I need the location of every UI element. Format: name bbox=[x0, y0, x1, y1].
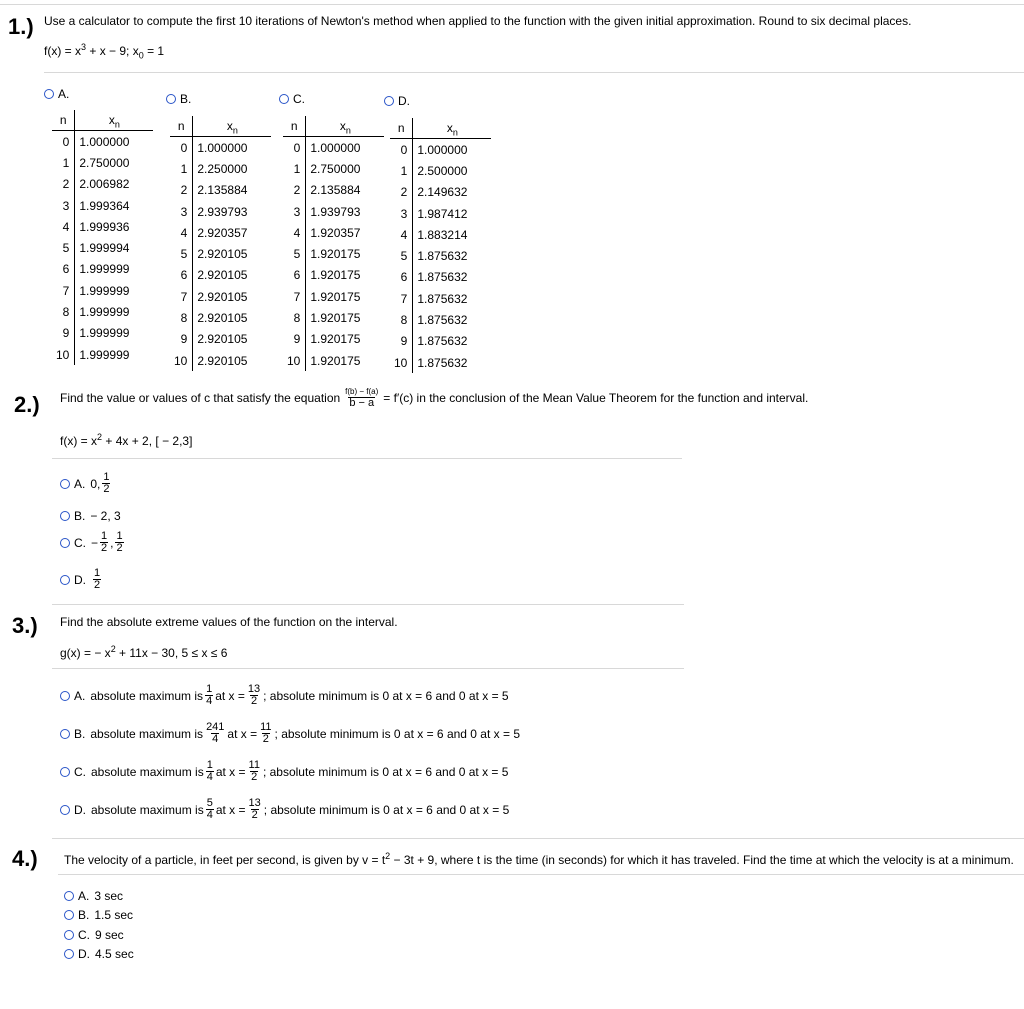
option-label: B. bbox=[180, 92, 192, 106]
column-header-x: $x_n$ bbox=[306, 116, 385, 137]
question-2-divider bbox=[52, 458, 682, 459]
option-label: C. bbox=[78, 928, 90, 942]
table-row bbox=[52, 216, 153, 237]
question-2-option-b[interactable] bbox=[60, 509, 121, 523]
fraction: $\frac{13}{2}$ bbox=[247, 683, 261, 707]
table-row bbox=[390, 267, 491, 288]
cell-x: 2.135884 bbox=[197, 183, 248, 198]
cell-n: 6 bbox=[52, 259, 75, 280]
table-row bbox=[170, 137, 271, 159]
cell-x: 1.000000 bbox=[79, 134, 130, 149]
cell-x: 1.000000 bbox=[197, 140, 248, 155]
cell-x: 1.939793 bbox=[310, 204, 361, 219]
cell-n: 1 bbox=[390, 160, 413, 181]
table-row bbox=[52, 301, 153, 322]
fraction: $\frac{1}{4}$ bbox=[206, 683, 213, 707]
cell-n: 0 bbox=[52, 131, 75, 153]
table-row bbox=[283, 265, 384, 286]
cell-x: 1.000000 bbox=[310, 140, 361, 155]
iteration-table-d bbox=[390, 118, 491, 373]
cell-x: 2.250000 bbox=[197, 161, 248, 176]
section-divider-2 bbox=[52, 604, 684, 605]
option-text: ; absolute minimum is 0 at x = 6 and 0 at x = 5 bbox=[262, 764, 509, 779]
cell-n: 4 bbox=[170, 222, 193, 243]
radio-icon[interactable] bbox=[64, 949, 74, 959]
cell-n: 5 bbox=[390, 245, 413, 266]
option-text: 0, bbox=[90, 476, 101, 491]
iteration-table-b bbox=[170, 116, 271, 371]
fraction: $\frac{13}{2}$ bbox=[248, 797, 261, 821]
radio-icon[interactable] bbox=[60, 479, 70, 489]
radio-icon[interactable] bbox=[60, 691, 70, 701]
cell-x: 1.920175 bbox=[310, 289, 361, 304]
cell-n: 4 bbox=[390, 224, 413, 245]
cell-n: 0 bbox=[170, 137, 193, 159]
cell-x: 1.999999 bbox=[79, 283, 130, 298]
option-label: B. bbox=[74, 726, 86, 741]
cell-n: 9 bbox=[390, 331, 413, 352]
radio-icon[interactable] bbox=[60, 511, 70, 521]
cell-x: 2.135884 bbox=[310, 183, 361, 198]
table-row bbox=[283, 137, 384, 159]
table-row bbox=[170, 286, 271, 307]
option-text: 9 sec bbox=[95, 928, 124, 942]
cell-x: 2.006982 bbox=[79, 177, 130, 192]
table-row bbox=[52, 131, 153, 153]
radio-icon[interactable] bbox=[60, 729, 70, 739]
cell-n: 8 bbox=[283, 307, 306, 328]
cell-n: 10 bbox=[170, 350, 193, 371]
cell-n: 2 bbox=[170, 180, 193, 201]
cell-n: 5 bbox=[283, 243, 306, 264]
cell-n: 3 bbox=[390, 203, 413, 224]
table-row bbox=[283, 350, 384, 371]
cell-n: 2 bbox=[52, 174, 75, 195]
column-header-x: $x_n$ bbox=[193, 116, 272, 137]
cell-n: 9 bbox=[283, 329, 306, 350]
table-row bbox=[390, 352, 491, 373]
cell-x: 1.920175 bbox=[310, 247, 361, 262]
radio-icon[interactable] bbox=[64, 910, 74, 920]
cell-n: 1 bbox=[283, 158, 306, 179]
column-header-x: $x_n$ bbox=[75, 110, 154, 131]
cell-n: 10 bbox=[52, 344, 75, 365]
option-text: absolute maximum is bbox=[90, 726, 204, 741]
fraction: $\frac{11}{2}$ bbox=[248, 759, 260, 783]
fraction: $\frac{1}{2}$ bbox=[94, 567, 101, 591]
table-row bbox=[52, 323, 153, 344]
iteration-table-c bbox=[283, 116, 384, 371]
cell-n: 0 bbox=[390, 139, 413, 161]
cell-n: 7 bbox=[170, 286, 193, 307]
cell-x: 2.920105 bbox=[197, 332, 248, 347]
option-text: ; absolute minimum is 0 at x = 6 and 0 at x = 5 bbox=[274, 726, 520, 741]
question-2-option-c[interactable] bbox=[60, 531, 126, 554]
cell-x: 1.875632 bbox=[417, 249, 468, 264]
cell-x: 1.999999 bbox=[79, 305, 130, 320]
option-label: B. bbox=[74, 509, 86, 523]
cell-x: 2.920105 bbox=[197, 353, 248, 368]
option-text: absolute maximum is bbox=[90, 688, 204, 703]
option-label: A. bbox=[74, 688, 86, 703]
cell-n: 3 bbox=[283, 201, 306, 222]
option-text: 1.5 sec bbox=[94, 908, 134, 922]
radio-icon[interactable] bbox=[64, 891, 74, 901]
radio-icon[interactable] bbox=[60, 767, 70, 777]
top-divider bbox=[0, 4, 1024, 5]
cell-n: 4 bbox=[283, 222, 306, 243]
option-label: D. bbox=[78, 947, 90, 961]
question-4-divider bbox=[58, 874, 1024, 875]
cell-n: 7 bbox=[283, 286, 306, 307]
table-row bbox=[52, 344, 153, 365]
cell-x: 1.920175 bbox=[310, 353, 361, 368]
table-row bbox=[283, 307, 384, 328]
cell-x: 1.875632 bbox=[417, 355, 468, 370]
table-row bbox=[390, 331, 491, 352]
question-1-function: $f(x) = x^3 + x - 9$; $x_0 = 1$ bbox=[44, 42, 165, 61]
cell-x: 2.920105 bbox=[197, 289, 248, 304]
question-3-function: g(x) = − $x^2 + 11x - 30$, 5 ≤ x ≤ 6 bbox=[60, 644, 228, 660]
option-text: ; absolute minimum is 0 at x = 6 and 0 at x = 5 bbox=[263, 802, 510, 817]
cell-x: 2.149632 bbox=[417, 185, 468, 200]
question-3-divider bbox=[52, 668, 684, 669]
question-4-option-d[interactable] bbox=[64, 947, 134, 961]
cell-n: 9 bbox=[52, 323, 75, 344]
column-header-n: n bbox=[283, 116, 306, 137]
cell-n: 3 bbox=[170, 201, 193, 222]
option-label: A. bbox=[74, 476, 86, 491]
table-row bbox=[283, 180, 384, 201]
cell-x: 2.920105 bbox=[197, 311, 248, 326]
table-row bbox=[52, 195, 153, 216]
question-3-number: 3.) bbox=[12, 613, 38, 638]
cell-x: 1.920175 bbox=[310, 332, 361, 347]
cell-n: 2 bbox=[283, 180, 306, 201]
question-4-number: 4.) bbox=[12, 846, 38, 871]
question-1-number: 1.) bbox=[8, 14, 34, 39]
option-text: at x = bbox=[215, 802, 246, 817]
column-header-n: n bbox=[52, 110, 75, 131]
cell-x: 2.939793 bbox=[197, 204, 248, 219]
radio-icon[interactable] bbox=[60, 575, 70, 585]
option-label: A. bbox=[78, 889, 90, 903]
fraction: $\frac{1}{2}$ bbox=[101, 530, 108, 554]
question-3-prompt: Find the absolute extreme values of the function on the interval. bbox=[60, 615, 398, 629]
fraction: $\frac{11}{2}$ bbox=[260, 721, 272, 745]
option-text: 4.5 sec bbox=[95, 947, 134, 961]
table-row bbox=[283, 286, 384, 307]
table-row bbox=[170, 243, 271, 264]
section-divider-3 bbox=[52, 838, 1024, 839]
table-row bbox=[170, 350, 271, 371]
table-row bbox=[170, 329, 271, 350]
table-row bbox=[170, 158, 271, 179]
option-text: , bbox=[110, 535, 114, 550]
fraction: $\frac{1}{2}$ bbox=[116, 530, 123, 554]
cell-x: 1.875632 bbox=[417, 270, 468, 285]
cell-x: 1.875632 bbox=[417, 334, 468, 349]
cell-x: 1.999999 bbox=[79, 262, 130, 277]
option-text: absolute maximum is bbox=[91, 764, 204, 779]
option-label: C. bbox=[74, 764, 86, 779]
question-1-option-d[interactable] bbox=[384, 94, 410, 108]
table-row bbox=[52, 237, 153, 258]
option-label: B. bbox=[78, 908, 90, 922]
question-4-option-b[interactable] bbox=[64, 908, 133, 922]
cell-x: 1.999364 bbox=[79, 198, 130, 213]
table-row bbox=[283, 158, 384, 179]
cell-x: 2.920105 bbox=[197, 268, 248, 283]
table-row bbox=[170, 222, 271, 243]
radio-icon[interactable] bbox=[384, 96, 394, 106]
cell-x: 1.999994 bbox=[79, 241, 130, 256]
cell-x: 1.875632 bbox=[417, 291, 468, 306]
fraction: $\frac{5}{4}$ bbox=[206, 797, 213, 821]
cell-x: 1.920357 bbox=[310, 225, 361, 240]
cell-n: 6 bbox=[170, 265, 193, 286]
question-4-option-a[interactable] bbox=[64, 889, 123, 903]
option-text: at x = bbox=[215, 688, 245, 703]
cell-x: 2.750000 bbox=[310, 161, 361, 176]
table-row bbox=[390, 160, 491, 181]
question-2-prompt: Find the value or values of c that satisfy the equation $\frac{f(b) - f(a)}{b - a}$ = f′(c) in the conclusion of the Mean Value Theorem for the function and interval. bbox=[60, 387, 809, 409]
radio-icon[interactable] bbox=[60, 538, 70, 548]
option-text: − 2, 3 bbox=[90, 509, 121, 523]
cell-n: 3 bbox=[52, 195, 75, 216]
question-2-number: 2.) bbox=[14, 392, 40, 417]
question-1-divider bbox=[44, 72, 1024, 73]
question-2-option-d[interactable] bbox=[60, 568, 103, 591]
question-2-option-a[interactable] bbox=[60, 472, 112, 495]
cell-x: 1.999999 bbox=[79, 347, 130, 362]
cell-x: 1.920175 bbox=[310, 268, 361, 283]
option-label: D. bbox=[74, 572, 86, 587]
table-row bbox=[52, 280, 153, 301]
table-row bbox=[390, 203, 491, 224]
radio-icon[interactable] bbox=[279, 94, 289, 104]
radio-icon[interactable] bbox=[64, 930, 74, 940]
table-row bbox=[390, 139, 491, 161]
cell-n: 5 bbox=[170, 243, 193, 264]
radio-icon[interactable] bbox=[166, 94, 176, 104]
radio-icon[interactable] bbox=[44, 89, 54, 99]
table-row bbox=[283, 222, 384, 243]
cell-x: 2.920105 bbox=[197, 247, 248, 262]
column-header-n: n bbox=[390, 118, 413, 139]
question-1-prompt: Use a calculator to compute the first 10 iterations of Newton's method when applied to the function with the given initial approximation. Round to six decimal places. bbox=[44, 14, 912, 28]
column-header-n: n bbox=[170, 116, 193, 137]
option-text: ; absolute minimum is 0 at x = 6 and 0 at x = 5 bbox=[263, 688, 509, 703]
option-text: − bbox=[91, 535, 99, 550]
option-label: A. bbox=[58, 87, 70, 101]
table-row bbox=[52, 174, 153, 195]
cell-x: 1.987412 bbox=[417, 206, 468, 221]
fraction: $\frac{1}{4}$ bbox=[206, 759, 213, 783]
cell-n: 1 bbox=[52, 152, 75, 173]
column-header-x: $x_n$ bbox=[413, 118, 492, 139]
cell-x: 2.920357 bbox=[197, 225, 248, 240]
table-row bbox=[390, 288, 491, 309]
cell-n: 9 bbox=[170, 329, 193, 350]
table-row bbox=[170, 201, 271, 222]
cell-n: 1 bbox=[170, 158, 193, 179]
question-1-option-a[interactable] bbox=[44, 87, 69, 101]
cell-x: 2.500000 bbox=[417, 163, 468, 178]
table-row bbox=[390, 309, 491, 330]
option-label: D. bbox=[74, 802, 86, 817]
question-4-prompt: The velocity of a particle, in feet per second, is given by $v = t^2 - 3t + 9$, where t is the time (in seconds) for which it has traveled. Find the time at which the velocity is at a minimum. bbox=[64, 851, 1014, 867]
option-label: C. bbox=[74, 535, 86, 550]
cell-n: 5 bbox=[52, 237, 75, 258]
table-row bbox=[170, 307, 271, 328]
question-3-option-c[interactable] bbox=[60, 760, 508, 783]
cell-n: 2 bbox=[390, 182, 413, 203]
cell-n: 7 bbox=[52, 280, 75, 301]
question-2-function: $f(x) = x^2 + 4x + 2$, [ − 2,3] bbox=[60, 432, 193, 448]
iteration-table-a bbox=[52, 110, 153, 365]
fraction: $\frac{241}{4}$ bbox=[206, 721, 225, 745]
cell-x: 1.999999 bbox=[79, 326, 130, 341]
question-1-option-c[interactable] bbox=[279, 92, 305, 106]
option-text: 3 sec bbox=[94, 889, 124, 903]
cell-x: 1.883214 bbox=[417, 227, 468, 242]
option-label: C. bbox=[293, 92, 305, 106]
table-row bbox=[283, 243, 384, 264]
cell-n: 10 bbox=[283, 350, 306, 371]
table-row bbox=[52, 152, 153, 173]
cell-n: 8 bbox=[390, 309, 413, 330]
table-row bbox=[390, 224, 491, 245]
table-row bbox=[283, 201, 384, 222]
question-3-option-d[interactable] bbox=[60, 798, 509, 821]
cell-n: 6 bbox=[390, 267, 413, 288]
table-row bbox=[390, 245, 491, 266]
table-row bbox=[283, 329, 384, 350]
cell-n: 8 bbox=[52, 301, 75, 322]
option-text: at x = bbox=[227, 726, 258, 741]
radio-icon[interactable] bbox=[60, 805, 70, 815]
option-text: at x = bbox=[215, 764, 246, 779]
table-row bbox=[52, 259, 153, 280]
question-4-option-c[interactable] bbox=[64, 928, 124, 942]
question-3-option-a[interactable] bbox=[60, 684, 509, 707]
cell-n: 0 bbox=[283, 137, 306, 159]
cell-n: 6 bbox=[283, 265, 306, 286]
cell-x: 1.999936 bbox=[79, 219, 130, 234]
option-text: absolute maximum is bbox=[91, 802, 204, 817]
question-3-option-b[interactable] bbox=[60, 722, 520, 745]
cell-x: 2.750000 bbox=[79, 155, 130, 170]
option-label: D. bbox=[398, 94, 410, 108]
cell-x: 1.875632 bbox=[417, 313, 468, 328]
cell-n: 7 bbox=[390, 288, 413, 309]
cell-x: 1.000000 bbox=[417, 142, 468, 157]
cell-n: 8 bbox=[170, 307, 193, 328]
cell-x: 1.920175 bbox=[310, 311, 361, 326]
question-1-option-b[interactable] bbox=[166, 92, 191, 106]
table-row bbox=[170, 180, 271, 201]
table-row bbox=[170, 265, 271, 286]
fraction: $\frac{1}{2}$ bbox=[103, 471, 110, 495]
cell-n: 10 bbox=[390, 352, 413, 373]
table-row bbox=[390, 182, 491, 203]
cell-n: 4 bbox=[52, 216, 75, 237]
